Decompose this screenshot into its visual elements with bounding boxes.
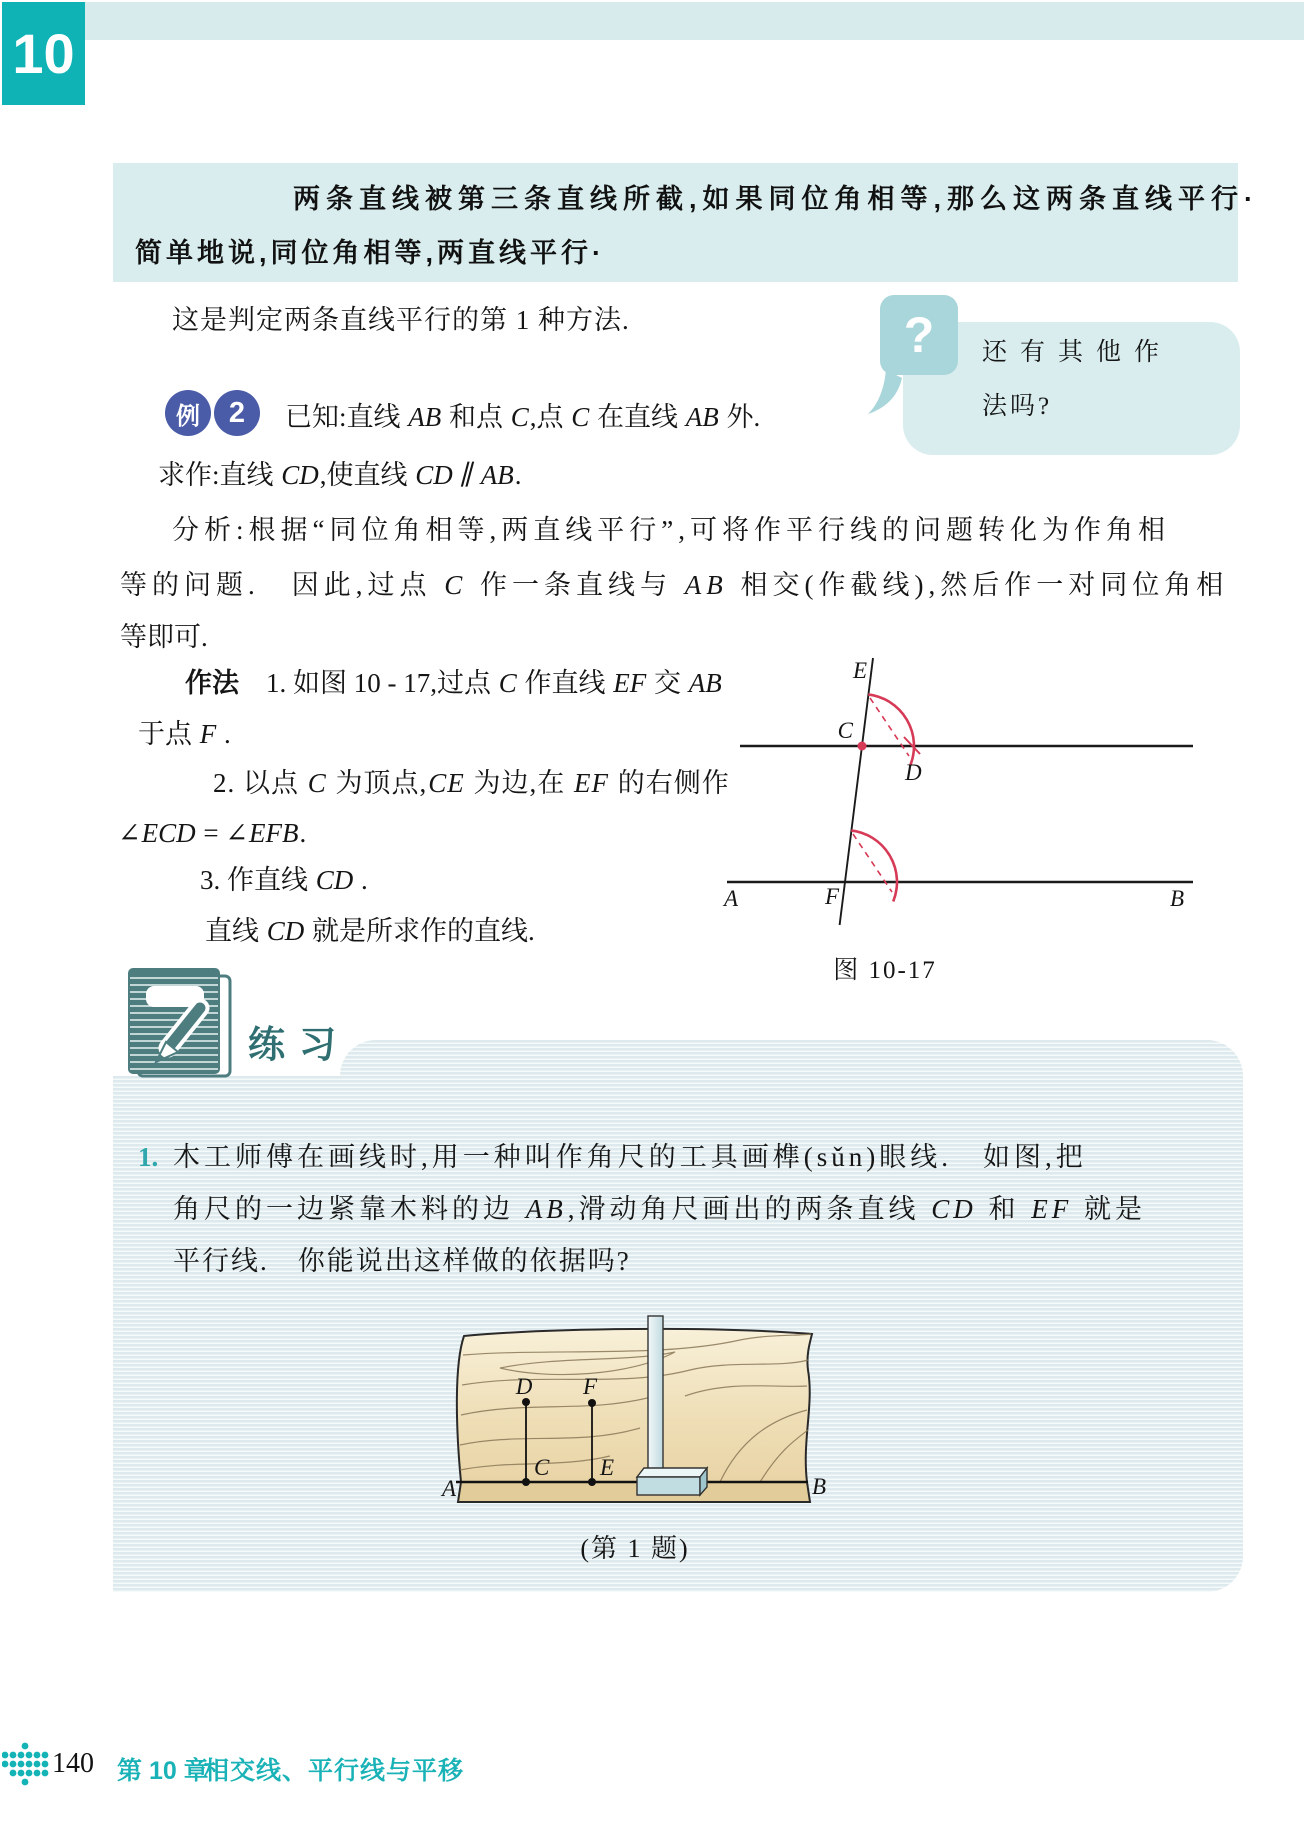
point-c-dot <box>522 1478 530 1486</box>
analysis-line-1: 分析:根据“同位角相等,两直线平行”,可将作平行线的问题转化为作角相 <box>172 515 1170 545</box>
construction-conclusion: 直线 CD 就是所求作的直线. <box>205 916 535 946</box>
question-bubble-tail <box>866 368 906 416</box>
practice-line-2: 角尺的一边紧靠木料的边 AB,滑动角尺画出的两条直线 CD 和 EF 就是 <box>173 1194 1147 1224</box>
wood-front-face <box>458 1482 810 1502</box>
footer-chapter-label: 第 10 章 <box>117 1757 209 1785</box>
theorem-line-1: 两条直线被第三条直线所截,如果同位角相等,那么这两条直线平行· <box>293 184 1259 214</box>
label-a: A <box>442 1476 457 1501</box>
label-e: E <box>600 1455 615 1480</box>
label-f: F <box>582 1374 598 1399</box>
intro-sentence: 这是判定两条直线平行的第 1 种方法. <box>172 305 630 335</box>
chapter-number-tab <box>2 2 85 105</box>
label-b: B <box>1170 886 1185 911</box>
label-a: A <box>724 886 739 911</box>
footer-chapter-title: 相交线、平行线与平移 <box>204 1757 465 1785</box>
label-c: C <box>534 1455 550 1480</box>
analysis-line-2: 等的问题. 因此,过点 C 作一条直线与 AB 相交(作截线),然后作一对同位角相 <box>120 570 1229 600</box>
ruler-blade <box>648 1316 663 1470</box>
example-badge-number: 2 <box>214 390 260 436</box>
label-b: B <box>812 1474 827 1499</box>
practice-line-3: 平行线. 你能说出这样做的依据吗? <box>173 1246 631 1276</box>
practice-item-number: 1. <box>138 1142 159 1172</box>
construction-step-2b: ∠ECD = ∠EFB. <box>118 818 307 848</box>
label-f: F <box>824 884 840 909</box>
construction-step-1: 作法 1. 如图 10 - 17,过点 C 作直线 EF 交 AB <box>185 668 722 698</box>
label-d: D <box>905 760 922 785</box>
point-f-dot <box>588 1399 596 1407</box>
construction-step-3: 3. 作直线 CD . <box>200 865 368 895</box>
figure-10-17 <box>700 640 1304 990</box>
point-c-dot <box>858 742 867 751</box>
construction-step-1b: 于点 F . <box>138 719 231 749</box>
example-given-line: 已知:直线 AB 和点 C,点 C 在直线 AB 外. <box>285 402 761 432</box>
label-d: D <box>515 1374 533 1399</box>
example-badge-label: 例 <box>165 390 211 436</box>
theorem-line-2: 简单地说,同位角相等,两直线平行· <box>135 238 605 268</box>
example-seek-line: 求作:直线 CD,使直线 CD ∥ AB. <box>158 460 522 490</box>
practice-line-1: 木工师傅在画线时,用一种叫作角尺的工具画榫(sǔn)眼线. 如图,把 <box>173 1142 1087 1172</box>
top-band <box>85 2 1304 40</box>
label-c: C <box>837 718 853 743</box>
practice-notebook-icon <box>126 956 244 1080</box>
chapter-number: 10 <box>12 22 75 85</box>
construction-step-2: 2. 以点 C 为顶点,CE 为边,在 EF 的右侧作 <box>213 768 730 798</box>
bubble-text-line-2: 法吗? <box>982 393 1053 420</box>
transversal-ef <box>837 658 873 925</box>
question-mark-icon: ? <box>880 295 958 375</box>
footer-dots-icon <box>2 1742 52 1790</box>
practice-figure-caption: (第 1 题) <box>580 1534 690 1563</box>
practice-section-title: 练习 <box>248 1024 350 1065</box>
point-e-dot <box>588 1478 596 1486</box>
figure-caption: 图 10-17 <box>833 957 937 984</box>
bubble-text-line-1: 还有其他作 <box>982 339 1173 366</box>
wood-top-face <box>457 1329 812 1482</box>
page-number: 140 <box>52 1748 94 1779</box>
label-e: E <box>852 658 867 683</box>
theorem-box <box>113 163 1259 282</box>
analysis-line-3: 等即可. <box>120 622 208 652</box>
point-d-dot <box>522 1398 530 1406</box>
